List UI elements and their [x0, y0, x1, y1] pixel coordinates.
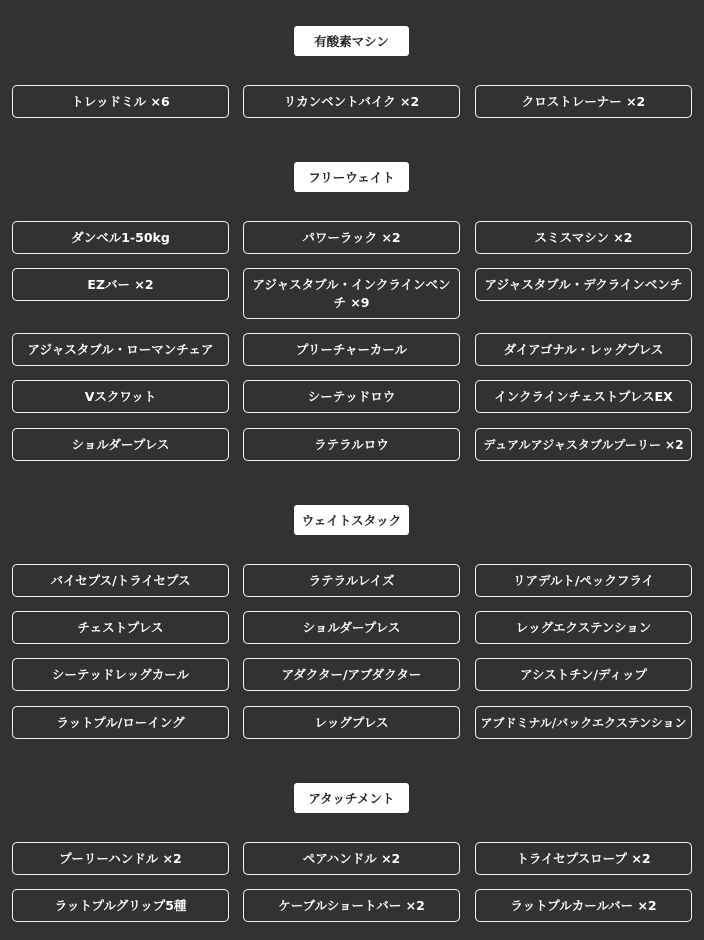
equipment-item: チェストプレス: [12, 611, 229, 644]
equipment-item: ラットプルグリップ5種: [12, 889, 229, 922]
equipment-item: レッグプレス: [243, 706, 460, 739]
section-heading-attachments: アタッチメント: [294, 783, 409, 813]
equipment-item: アシストチン/ディップ: [475, 658, 692, 691]
section-heading-free-weight: フリーウェイト: [294, 162, 409, 192]
equipment-item: ラットプル/ローイング: [12, 706, 229, 739]
equipment-item: パワーラック ×2: [243, 221, 460, 254]
equipment-item: プリーチャーカール: [243, 333, 460, 366]
equipment-item: アダクター/アブダクター: [243, 658, 460, 691]
equipment-item: インクラインチェストプレスEX: [475, 380, 692, 413]
equipment-item: ダイアゴナル・レッグプレス: [475, 333, 692, 366]
equipment-item: リアデルト/ペックフライ: [475, 564, 692, 597]
equipment-item: ラテラルレイズ: [243, 564, 460, 597]
equipment-item: EZバー ×2: [12, 268, 229, 301]
equipment-item: シーテッドロウ: [243, 380, 460, 413]
equipment-item: アジャスタブル・インクラインベンチ ×9: [243, 268, 460, 319]
equipment-item: Vスクワット: [12, 380, 229, 413]
equipment-item: アジャスタブル・ローマンチェア: [12, 333, 229, 366]
equipment-item: ラットプルカールバー ×2: [475, 889, 692, 922]
equipment-item: クロストレーナー ×2: [475, 85, 692, 118]
equipment-item: プーリーハンドル ×2: [12, 842, 229, 875]
equipment-item: トレッドミル ×6: [12, 85, 229, 118]
equipment-item: アジャスタブル・デクラインベンチ: [475, 268, 692, 301]
equipment-item: アブドミナル/バックエクステンション: [475, 706, 692, 739]
equipment-item: ショルダープレス: [12, 428, 229, 461]
equipment-item: スミスマシン ×2: [475, 221, 692, 254]
equipment-item: ショルダープレス: [243, 611, 460, 644]
equipment-item: リカンベントバイク ×2: [243, 85, 460, 118]
section-heading-weight-stack: ウェイトスタック: [294, 505, 409, 535]
equipment-item: トライセプスロープ ×2: [475, 842, 692, 875]
equipment-item: ペアハンドル ×2: [243, 842, 460, 875]
equipment-item: レッグエクステンション: [475, 611, 692, 644]
equipment-item: ケーブルショートバー ×2: [243, 889, 460, 922]
equipment-item: シーテッドレッグカール: [12, 658, 229, 691]
equipment-item: ラテラルロウ: [243, 428, 460, 461]
equipment-item: バイセプス/トライセプス: [12, 564, 229, 597]
section-heading-cardio: 有酸素マシン: [294, 26, 409, 56]
equipment-item: デュアルアジャスタブルプーリー ×2: [475, 428, 692, 461]
equipment-item: ダンベル1-50kg: [12, 221, 229, 254]
